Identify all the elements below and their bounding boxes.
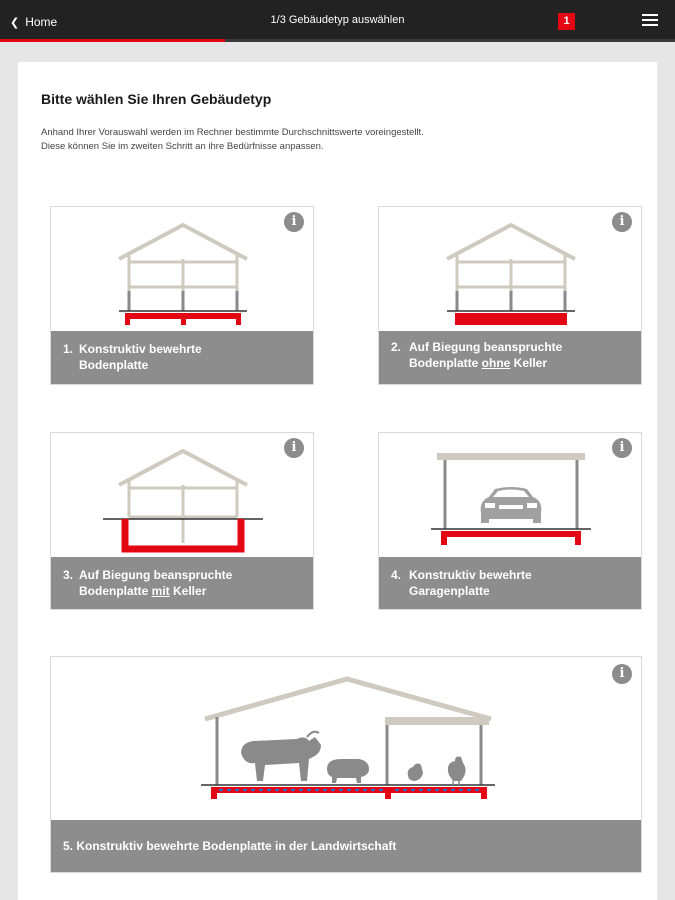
house-basement-illustration [51,433,315,559]
info-icon[interactable]: i [284,438,304,458]
tile-label-line-1: Konstruktiv bewehrte [79,342,202,356]
tile-label-line-2: Garagenplatte [409,584,490,598]
intro-line-2: Diese können Sie im zweiten Schritt an ihre Bedürfnisse anpassen. [41,141,324,152]
intro-line-1: Anhand Ihrer Vorauswahl werden im Rechner bestimmte Durchschnittswerte voreingestellt. [41,127,424,138]
tile-label [51,820,641,872]
tile-label-line-2: Bodenplatte [79,358,149,372]
farm-barn-animals-illustration [51,657,643,820]
building-type-tile-2[interactable] [378,206,642,385]
garage-car-illustration [379,433,643,559]
building-type-tile-5[interactable] [50,656,642,873]
tile-label-line-2: Bodenplatte mit Keller [79,584,207,598]
info-icon[interactable]: i [612,438,632,458]
tile-label-text: 5. Konstruktiv bewehrte Bodenplatte in der Landwirtschaft [63,839,397,853]
progress-bar-fill [0,39,225,42]
info-icon[interactable]: i [284,212,304,232]
progress-bar-track [225,39,675,42]
home-label: Home [25,15,58,29]
tile-label-line-1: Konstruktiv bewehrte [409,568,532,582]
tile-label-line-2: Bodenplatte ohne Keller [409,356,548,370]
tile-number: 1. [63,342,74,356]
top-bar [0,0,675,42]
tile-number: 2. [391,340,402,354]
chevron-left-icon: ❮ [10,16,20,29]
hamburger-menu-icon[interactable] [642,14,658,28]
page-title: 1/3 Gebäudetyp auswählen [270,14,405,26]
tile-label [379,557,641,609]
building-type-tile-3[interactable] [50,432,314,610]
tile-number: 4. [391,568,402,582]
info-icon[interactable]: i [612,212,632,232]
tile-label-line-1: Auf Biegung beanspruchte [409,340,563,354]
tile-label [51,331,313,384]
notification-badge[interactable]: 1 [558,13,575,30]
building-type-tile-1[interactable] [50,206,314,385]
building-type-tile-4[interactable] [378,432,642,610]
tile-label-line-1: Auf Biegung beanspruchte [79,568,233,582]
tile-label [379,331,641,384]
tile-label [51,557,313,609]
house-slab-illustration [379,207,643,333]
info-icon[interactable]: i [612,664,632,684]
section-heading: Bitte wählen Sie Ihren Gebäudetyp [41,91,272,107]
house-slab-illustration [51,207,315,333]
tile-number: 3. [63,568,74,582]
intro-text [41,126,424,154]
